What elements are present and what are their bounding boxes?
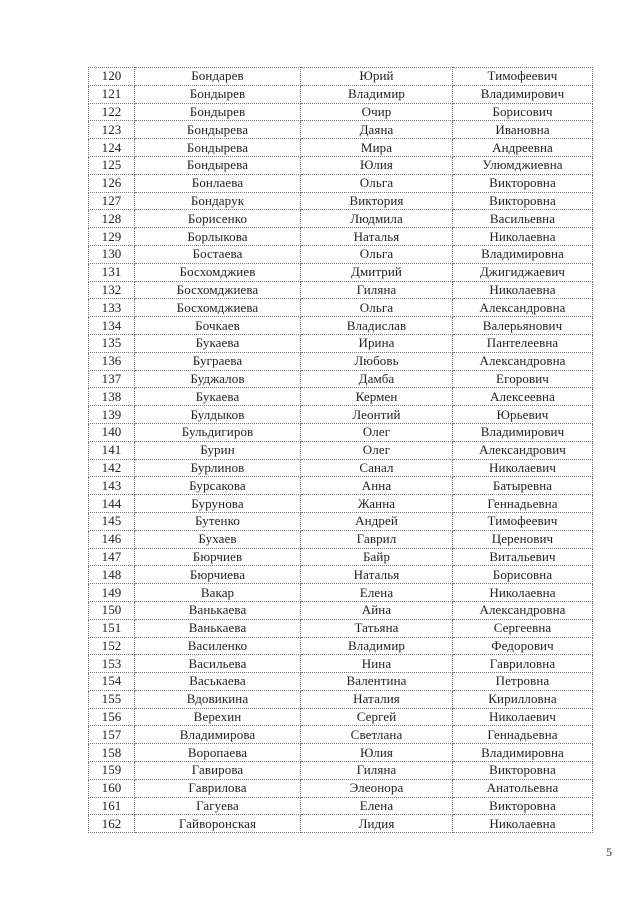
patronymic-cell: Ивановна — [453, 121, 593, 139]
surname-cell: Васькаева — [135, 673, 301, 691]
table-row — [89, 690, 593, 708]
patronymic-cell: Николаевна — [453, 228, 593, 246]
surname-cell: Бонлаева — [135, 174, 301, 192]
table-row — [89, 334, 593, 352]
table-row — [89, 228, 593, 246]
row-number: 134 — [89, 317, 135, 335]
table-row — [89, 388, 593, 406]
given-name-cell: Жанна — [301, 495, 453, 513]
surname-cell: Бондырева — [135, 139, 301, 157]
table-row — [89, 566, 593, 584]
surname-cell: Воропаева — [135, 744, 301, 762]
given-name-cell: Татьяна — [301, 619, 453, 637]
row-number: 130 — [89, 245, 135, 263]
given-name-cell: Айна — [301, 601, 453, 619]
surname-cell: Борисенко — [135, 210, 301, 228]
surname-cell: Бурлинов — [135, 459, 301, 477]
surname-cell: Гавирова — [135, 762, 301, 780]
table-row — [89, 779, 593, 797]
table-row — [89, 655, 593, 673]
given-name-cell: Юлия — [301, 156, 453, 174]
given-name-cell: Очир — [301, 103, 453, 121]
patronymic-cell: Батыревна — [453, 477, 593, 495]
surname-cell: Буджалов — [135, 370, 301, 388]
table-row — [89, 139, 593, 157]
patronymic-cell: Юрьевич — [453, 406, 593, 424]
table-row — [89, 103, 593, 121]
surname-cell: Бухаев — [135, 530, 301, 548]
surname-cell: Букаева — [135, 334, 301, 352]
given-name-cell: Олег — [301, 441, 453, 459]
surname-cell: Буграева — [135, 352, 301, 370]
surname-cell: Бондырев — [135, 103, 301, 121]
given-name-cell: Санал — [301, 459, 453, 477]
patronymic-cell: Андреевна — [453, 139, 593, 157]
row-number: 154 — [89, 673, 135, 691]
table-row — [89, 245, 593, 263]
patronymic-cell: Пантелеевна — [453, 334, 593, 352]
patronymic-cell: Гавриловна — [453, 655, 593, 673]
table-row — [89, 406, 593, 424]
surname-cell: Бюрчиева — [135, 566, 301, 584]
patronymic-cell: Викторовна — [453, 192, 593, 210]
table-row — [89, 601, 593, 619]
given-name-cell: Сергей — [301, 708, 453, 726]
table-row — [89, 192, 593, 210]
row-number: 137 — [89, 370, 135, 388]
row-number: 133 — [89, 299, 135, 317]
patronymic-cell: Геннадьевна — [453, 495, 593, 513]
row-number: 160 — [89, 779, 135, 797]
row-number: 129 — [89, 228, 135, 246]
given-name-cell: Владимир — [301, 637, 453, 655]
surname-cell: Борлыкова — [135, 228, 301, 246]
given-name-cell: Наталья — [301, 566, 453, 584]
surname-cell: Босхомджиева — [135, 299, 301, 317]
given-name-cell: Ольга — [301, 299, 453, 317]
table-row — [89, 548, 593, 566]
patronymic-cell: Викторовна — [453, 797, 593, 815]
row-number: 161 — [89, 797, 135, 815]
patronymic-cell: Николаевна — [453, 815, 593, 833]
row-number: 131 — [89, 263, 135, 281]
row-number: 138 — [89, 388, 135, 406]
row-number: 126 — [89, 174, 135, 192]
given-name-cell: Наталья — [301, 228, 453, 246]
row-number: 151 — [89, 619, 135, 637]
row-number: 157 — [89, 726, 135, 744]
table-row — [89, 477, 593, 495]
table-row — [89, 673, 593, 691]
surname-cell: Бурин — [135, 441, 301, 459]
row-number: 139 — [89, 406, 135, 424]
row-number: 128 — [89, 210, 135, 228]
patronymic-cell: Тимофеевич — [453, 68, 593, 86]
row-number: 150 — [89, 601, 135, 619]
row-number: 152 — [89, 637, 135, 655]
given-name-cell: Анна — [301, 477, 453, 495]
surname-cell: Бочкаев — [135, 317, 301, 335]
table-row — [89, 423, 593, 441]
row-number: 145 — [89, 512, 135, 530]
table-row — [89, 815, 593, 833]
patronymic-cell: Петровна — [453, 673, 593, 691]
surname-cell: Бондырева — [135, 121, 301, 139]
given-name-cell: Елена — [301, 797, 453, 815]
row-number: 146 — [89, 530, 135, 548]
patronymic-cell: Федорович — [453, 637, 593, 655]
row-number: 125 — [89, 156, 135, 174]
given-name-cell: Гаврил — [301, 530, 453, 548]
table-row — [89, 68, 593, 86]
patronymic-cell: Борисович — [453, 103, 593, 121]
given-name-cell: Юрий — [301, 68, 453, 86]
patronymic-cell: Улюмджиевна — [453, 156, 593, 174]
surname-cell: Ванькаева — [135, 619, 301, 637]
surname-cell: Гагуева — [135, 797, 301, 815]
patronymic-cell: Викторовна — [453, 174, 593, 192]
table-row — [89, 317, 593, 335]
given-name-cell: Кермен — [301, 388, 453, 406]
row-number: 142 — [89, 459, 135, 477]
row-number: 135 — [89, 334, 135, 352]
surname-cell: Бурсакова — [135, 477, 301, 495]
patronymic-cell: Александровна — [453, 601, 593, 619]
table-row — [89, 762, 593, 780]
patronymic-cell: Церенович — [453, 530, 593, 548]
given-name-cell: Владимир — [301, 85, 453, 103]
table-row — [89, 281, 593, 299]
row-number: 140 — [89, 423, 135, 441]
given-name-cell: Ирина — [301, 334, 453, 352]
table-row — [89, 708, 593, 726]
row-number: 148 — [89, 566, 135, 584]
given-name-cell: Леонтий — [301, 406, 453, 424]
table-row — [89, 726, 593, 744]
patronymic-cell: Александровна — [453, 299, 593, 317]
row-number: 153 — [89, 655, 135, 673]
patronymic-cell: Николаевна — [453, 281, 593, 299]
table-row — [89, 459, 593, 477]
patronymic-cell: Николаевич — [453, 708, 593, 726]
given-name-cell: Виктория — [301, 192, 453, 210]
names-table — [88, 67, 593, 833]
table-row — [89, 584, 593, 602]
patronymic-cell: Витальевич — [453, 548, 593, 566]
surname-cell: Верехин — [135, 708, 301, 726]
given-name-cell: Владислав — [301, 317, 453, 335]
patronymic-cell: Тимофеевич — [453, 512, 593, 530]
patronymic-cell: Викторовна — [453, 762, 593, 780]
surname-cell: Владимирова — [135, 726, 301, 744]
given-name-cell: Светлана — [301, 726, 453, 744]
row-number: 156 — [89, 708, 135, 726]
page-number: 5 — [606, 845, 612, 859]
row-number: 143 — [89, 477, 135, 495]
given-name-cell: Елена — [301, 584, 453, 602]
row-number: 136 — [89, 352, 135, 370]
patronymic-cell: Владимирович — [453, 85, 593, 103]
row-number: 144 — [89, 495, 135, 513]
table-row — [89, 744, 593, 762]
table-row — [89, 619, 593, 637]
surname-cell: Вдовикина — [135, 690, 301, 708]
given-name-cell: Гиляна — [301, 281, 453, 299]
surname-cell: Букаева — [135, 388, 301, 406]
table-row — [89, 263, 593, 281]
patronymic-cell: Владимировна — [453, 245, 593, 263]
surname-cell: Булдыков — [135, 406, 301, 424]
table-row — [89, 299, 593, 317]
patronymic-cell: Анатольевна — [453, 779, 593, 797]
table-row — [89, 174, 593, 192]
table-row — [89, 370, 593, 388]
patronymic-cell: Валерьянович — [453, 317, 593, 335]
row-number: 120 — [89, 68, 135, 86]
surname-cell: Василенко — [135, 637, 301, 655]
row-number: 122 — [89, 103, 135, 121]
surname-cell: Гаврилова — [135, 779, 301, 797]
row-number: 127 — [89, 192, 135, 210]
surname-cell: Бурунова — [135, 495, 301, 513]
patronymic-cell: Владимирович — [453, 423, 593, 441]
given-name-cell: Андрей — [301, 512, 453, 530]
patronymic-cell: Алексеевна — [453, 388, 593, 406]
given-name-cell: Дмитрий — [301, 263, 453, 281]
surname-cell: Вакар — [135, 584, 301, 602]
given-name-cell: Байр — [301, 548, 453, 566]
patronymic-cell: Кирилловна — [453, 690, 593, 708]
surname-cell: Васильева — [135, 655, 301, 673]
table-row — [89, 797, 593, 815]
surname-cell: Бондарук — [135, 192, 301, 210]
patronymic-cell: Николаевна — [453, 584, 593, 602]
given-name-cell: Мира — [301, 139, 453, 157]
patronymic-cell: Борисовна — [453, 566, 593, 584]
given-name-cell: Валентина — [301, 673, 453, 691]
row-number: 141 — [89, 441, 135, 459]
row-number: 147 — [89, 548, 135, 566]
surname-cell: Ванькаева — [135, 601, 301, 619]
patronymic-cell: Владимировна — [453, 744, 593, 762]
given-name-cell: Даяна — [301, 121, 453, 139]
row-number: 121 — [89, 85, 135, 103]
surname-cell: Бульдигиров — [135, 423, 301, 441]
row-number: 149 — [89, 584, 135, 602]
surname-cell: Бюрчиев — [135, 548, 301, 566]
patronymic-cell: Егорович — [453, 370, 593, 388]
given-name-cell: Гиляна — [301, 762, 453, 780]
surname-cell: Бутенко — [135, 512, 301, 530]
given-name-cell: Любовь — [301, 352, 453, 370]
patronymic-cell: Геннадьевна — [453, 726, 593, 744]
surname-cell: Бондарев — [135, 68, 301, 86]
table-row — [89, 512, 593, 530]
row-number: 123 — [89, 121, 135, 139]
surname-cell: Бостаева — [135, 245, 301, 263]
table-row — [89, 156, 593, 174]
table-row — [89, 530, 593, 548]
given-name-cell: Олег — [301, 423, 453, 441]
patronymic-cell: Александрович — [453, 441, 593, 459]
table-row — [89, 495, 593, 513]
surname-cell: Босхомджиева — [135, 281, 301, 299]
given-name-cell: Людмила — [301, 210, 453, 228]
row-number: 159 — [89, 762, 135, 780]
surname-cell: Гайворонская — [135, 815, 301, 833]
patronymic-cell: Николаевич — [453, 459, 593, 477]
names-table-body — [89, 68, 593, 833]
table-row — [89, 441, 593, 459]
given-name-cell: Ольга — [301, 174, 453, 192]
row-number: 162 — [89, 815, 135, 833]
table-row — [89, 352, 593, 370]
given-name-cell: Элеонора — [301, 779, 453, 797]
table-row — [89, 637, 593, 655]
patronymic-cell: Джигиджаевич — [453, 263, 593, 281]
table-row — [89, 210, 593, 228]
row-number: 158 — [89, 744, 135, 762]
given-name-cell: Юлия — [301, 744, 453, 762]
patronymic-cell: Александровна — [453, 352, 593, 370]
given-name-cell: Лидия — [301, 815, 453, 833]
given-name-cell: Ольга — [301, 245, 453, 263]
given-name-cell: Дамба — [301, 370, 453, 388]
given-name-cell: Наталия — [301, 690, 453, 708]
table-row — [89, 85, 593, 103]
patronymic-cell: Сергеевна — [453, 619, 593, 637]
row-number: 155 — [89, 690, 135, 708]
patronymic-cell: Васильевна — [453, 210, 593, 228]
table-row — [89, 121, 593, 139]
given-name-cell: Нина — [301, 655, 453, 673]
surname-cell: Босхомджиев — [135, 263, 301, 281]
surname-cell: Бондырев — [135, 85, 301, 103]
surname-cell: Бондырева — [135, 156, 301, 174]
row-number: 132 — [89, 281, 135, 299]
row-number: 124 — [89, 139, 135, 157]
